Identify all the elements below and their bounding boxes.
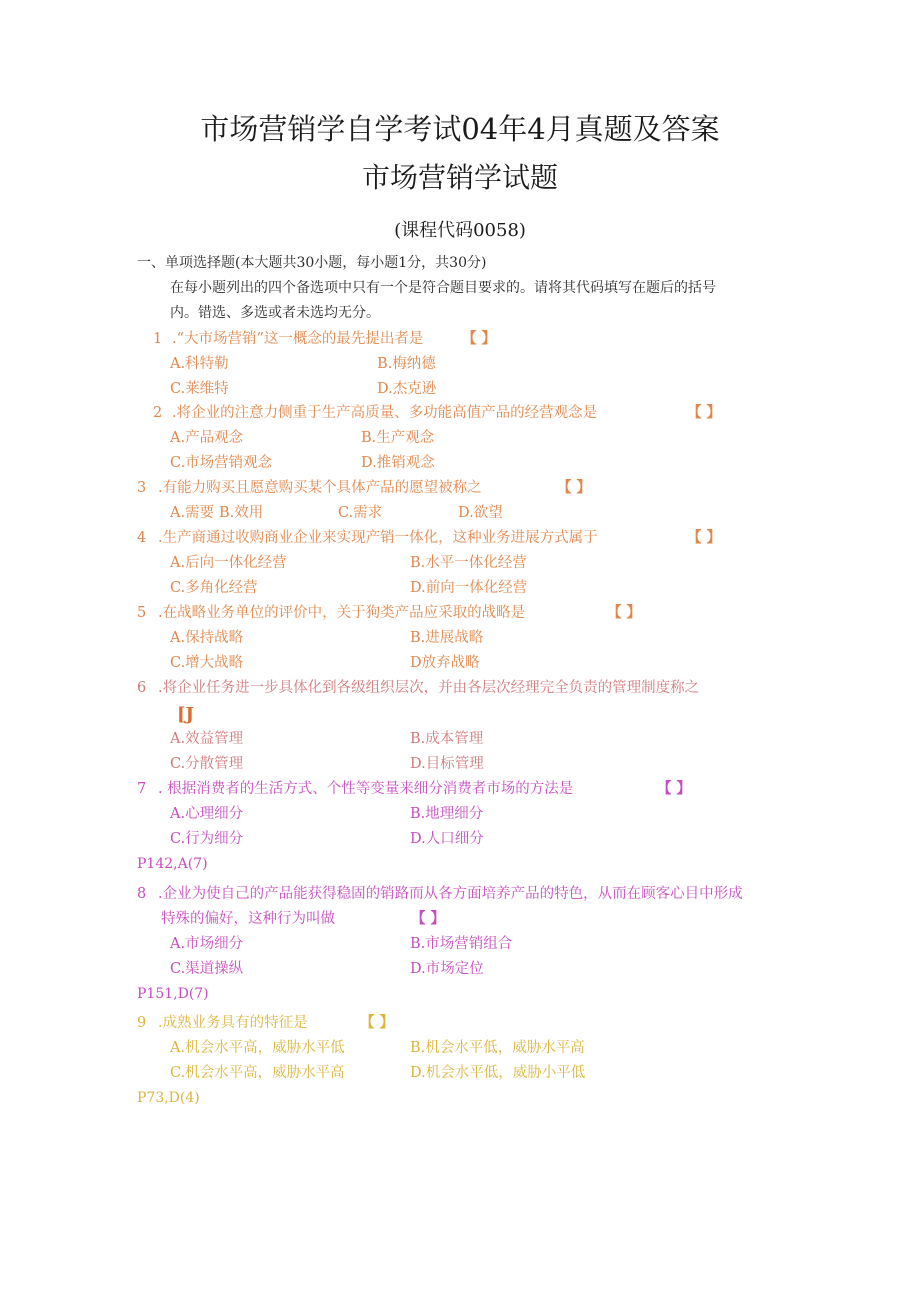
answer-bracket: 【 】	[411, 910, 446, 927]
answer-reference: P73,D(4)	[137, 1090, 200, 1106]
answer-reference: P142,A(7)	[137, 856, 208, 872]
option-a: A.需要	[170, 505, 215, 521]
question-number: 5	[137, 605, 147, 621]
option-b: B.水平一体化经营	[410, 555, 527, 571]
option-b: B.进展战略	[410, 630, 484, 646]
answer-bracket: 【 】	[657, 780, 692, 797]
answer-bracket: 【 】	[462, 330, 497, 347]
option-c: C.分散管理	[170, 756, 244, 772]
option-c: C.市场营销观念	[170, 455, 273, 471]
question-number: 9	[137, 1015, 147, 1031]
question-text: .有能力购买且愿意购买某个具体产品的愿望被称之	[158, 480, 482, 496]
option-b: B.地理细分	[410, 806, 484, 822]
option-c: C.增大战略	[170, 655, 244, 671]
answer-bracket: 【 】	[557, 479, 592, 496]
option-a: A.市场细分	[170, 936, 244, 952]
answer-bracket: 【 】	[360, 1014, 395, 1031]
option-a: A.效益管理	[170, 731, 244, 747]
question-number: 2	[153, 405, 163, 421]
document-subtitle: 市场营销学试题	[361, 161, 558, 194]
option-a: A.科特勒	[170, 356, 229, 372]
option-c: C.行为细分	[170, 831, 244, 847]
option-d: D放弃战略	[410, 655, 480, 671]
option-c: C.渠道操纵	[170, 961, 244, 977]
option-d: D.欲望	[458, 505, 503, 521]
question-number: 1	[153, 331, 163, 347]
question-number: 7	[137, 781, 147, 797]
question-text-continued: 特殊的偏好，这种行为叫做	[161, 911, 335, 927]
answer-bracket: [J	[177, 704, 195, 725]
option-d: D.市场定位	[410, 961, 484, 977]
option-a: A.保持战略	[170, 630, 244, 646]
answer-bracket: 【 】	[607, 604, 642, 621]
option-b: B.机会水平低，威胁水平高	[410, 1040, 585, 1056]
question-number: 4	[137, 530, 147, 546]
option-a: A.心理细分	[170, 806, 244, 822]
question-number: 8	[137, 886, 147, 902]
option-d: D.前向一体化经营	[410, 580, 528, 596]
option-b: B.成本管理	[410, 731, 484, 747]
question-text: .将企业的注意力侧重于生产高质量、多功能高值产品的经营观念是	[172, 405, 598, 421]
question-text: .将企业任务进一步具体化到各级组织层次，并由各层次经理完全负责的管理制度称之	[158, 680, 700, 696]
document-title: 市场营销学自学考试04年4月真题及答案	[200, 112, 720, 146]
option-b: B.生产观念	[361, 430, 435, 446]
course-code: (课程代码0058)	[394, 220, 526, 241]
option-c: C.多角化经营	[170, 580, 258, 596]
question-text: . 根据消费者的生活方式、个性等变量来细分消费者市场的方法是	[158, 781, 574, 797]
answer-bracket: 【 】	[687, 529, 722, 546]
option-d: D.推销观念	[361, 455, 435, 471]
section-heading: 一、单项选择题(本大题共30小题，每小题1分，共30分)	[137, 255, 487, 271]
question-text: .在战略业务单位的评价中，关于狗类产品应采取的战略是	[158, 605, 526, 621]
option-c: C.机会水平高，威胁水平高	[170, 1065, 345, 1081]
option-a: A.后向一体化经营	[170, 555, 287, 571]
answer-bracket: 【 】	[687, 404, 722, 421]
option-a: A.机会水平高，威胁水平低	[170, 1040, 345, 1056]
option-c: C.需求	[338, 505, 383, 521]
option-c: C.莱维特	[170, 381, 229, 397]
question-text: .成熟业务具有的特征是	[158, 1015, 308, 1031]
option-d: D.杰克逊	[377, 381, 437, 397]
question-number: 3	[137, 480, 147, 496]
option-d: D.目标管理	[410, 756, 484, 772]
option-b: B.梅纳德	[377, 356, 436, 372]
option-b: B.市场营销组合	[410, 936, 513, 952]
question-text: .企业为使自己的产品能获得稳固的销路而从各方面培养产品的特色，从而在顾客心目中形成	[158, 886, 743, 902]
question-number: 6	[137, 680, 147, 696]
option-b: B.效用	[219, 505, 264, 521]
answer-reference: P151,D(7)	[137, 986, 209, 1002]
option-a: A.产品观念	[170, 430, 244, 446]
instruction-line-2: 内。错选、多选或者未选均无分。	[170, 305, 380, 321]
question-text: .“大市场营销”这一概念的最先提出者是	[172, 331, 424, 347]
option-d: D.人口细分	[410, 831, 484, 847]
option-d: D.机会水平低，威胁小平低	[410, 1065, 586, 1081]
question-text: .生产商通过收购商业企业来实现产销一体化，这种业务进展方式属于	[158, 530, 598, 546]
instruction-line-1: 在每小题列出的四个备选项中只有一个是符合题目要求的。请将其代码填写在题后的括号	[170, 280, 716, 296]
